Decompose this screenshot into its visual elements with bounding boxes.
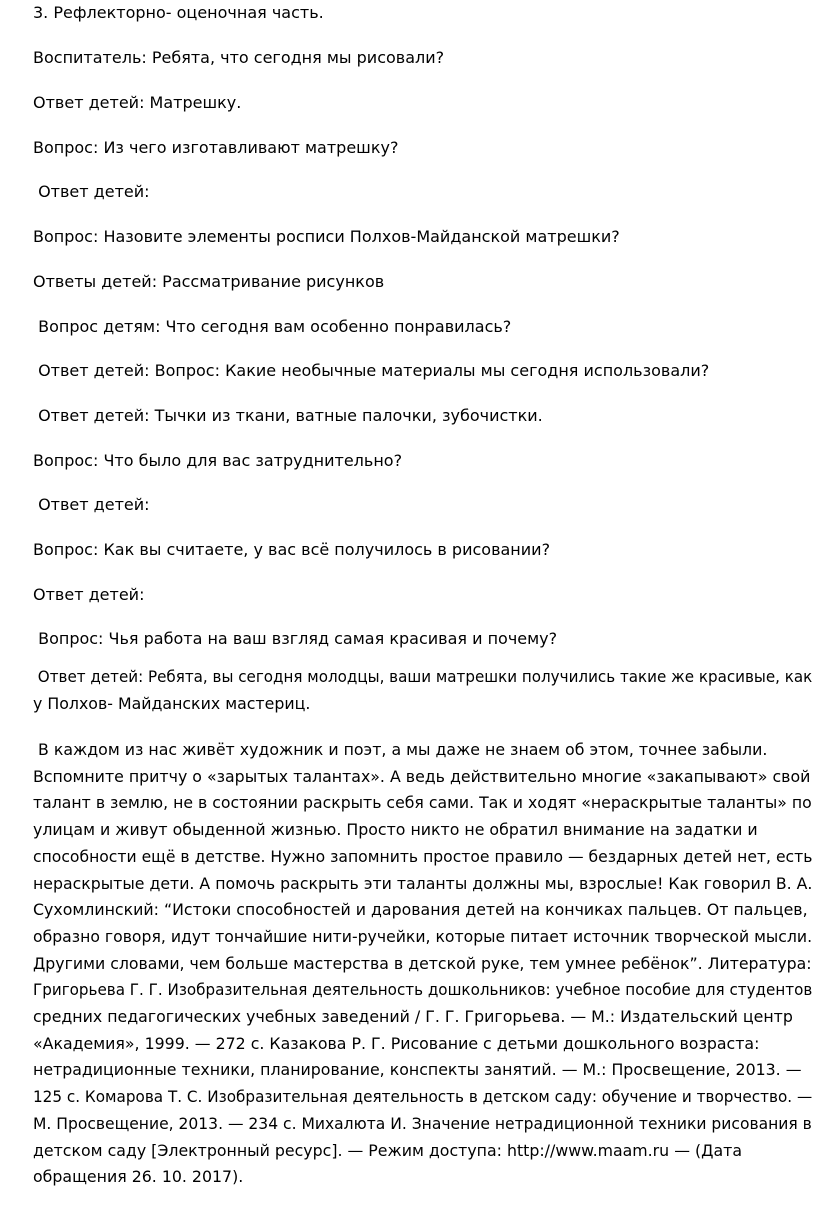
text-line: Ответ детей: xyxy=(33,495,150,514)
paragraph-line: В каждом из нас живёт художник и поэт, а мы даже не знаем об этом, точнее забыли. xyxy=(33,740,768,759)
text-line: Вопрос: Чья работа на ваш взгляд самая красивая и почему? xyxy=(33,629,558,648)
paragraph-line: нераскрытые дети. А помочь раскрыть эти таланты должны мы, взрослые! Как говорил В. А. xyxy=(33,873,813,893)
text-line: Вопрос детям: Что сегодня вам особенно понравилась? xyxy=(33,317,512,336)
answer-paragraph xyxy=(33,664,816,717)
paragraph-line: Сухомлинский: “Истоки способностей и дарования детей на кончиках пальцев. От пальцев, xyxy=(33,900,808,920)
text-line: Ответ детей: xyxy=(33,182,150,201)
paragraph-line: у Полхов- Майданских мастериц. xyxy=(33,693,311,713)
text-line: Вопрос: Из чего изготавливают матрешку? xyxy=(33,138,399,157)
paragraph-line: талант в землю, не в состоянии раскрыть себя сами. Так и ходят «нераскрытые таланты» по xyxy=(33,793,812,813)
text-line: Вопрос: Как вы считаете, у вас всё получилось в рисовании? xyxy=(33,540,551,559)
paragraph-line: способности ещё в детстве. Нужно запомнить простое правило — бездарных детей нет, есть xyxy=(33,846,813,866)
text-line: Вопрос: Назовите элементы росписи Полхов-Майданской матрешки? xyxy=(33,227,620,246)
text-line: Ответы детей: Рассматривание рисунков xyxy=(33,272,385,291)
closing-paragraph xyxy=(33,737,816,1191)
paragraph-line: нетрадиционные техники, планирование, конспекты занятий. — М.: Просвещение, 2013. — xyxy=(33,1060,802,1080)
text-line: Ответ детей: Тычки из ткани, ватные палочки, зубочистки. xyxy=(33,406,543,425)
paragraph-line: М. Просвещение, 2013. — 234 с. Михалюта И. Значение нетрадиционной техники рисования в xyxy=(33,1113,812,1133)
paragraph-line: «Академия», 1999. — 272 с. Казакова Р. Г. Рисование с детьми дошкольного возраста: xyxy=(33,1033,760,1053)
text-line: Ответ детей: Вопрос: Какие необычные материалы мы сегодня использовали? xyxy=(33,361,710,380)
text-line: Вопрос: Что было для вас затруднительно? xyxy=(33,451,403,470)
text-line: Ответ детей: Матрешку. xyxy=(33,93,242,112)
section-heading: 3. Рефлекторно- оценочная часть. xyxy=(33,3,324,22)
paragraph-line: 125 с. Комарова Т. С. Изобразительная деятельность в детском саду: обучение и творчество. — xyxy=(33,1087,813,1107)
text-line: Ответ детей: xyxy=(33,585,145,604)
text-line: Воспитатель: Ребята, что сегодня мы рисовали? xyxy=(33,48,445,67)
paragraph-line: средних педагогических учебных заведений / Г. Г. Григорьева. — М.: Издательский центр xyxy=(33,1007,793,1027)
paragraph-line: образно говоря, идут тончайшие нити-ручейки, которые питает источник творческой мысли. xyxy=(33,926,813,946)
paragraph-line: улицам и живут обыденной жизнью. Просто никто не обратил внимание на задатки и xyxy=(33,820,758,840)
paragraph-line: Вспомните притчу о «зарытых талантах». А ведь действительно многие «закапывают» свой xyxy=(33,766,811,786)
paragraph-line: Ответ детей: Ребята, вы сегодня молодцы, ваши матрешки получились такие же красивые, как xyxy=(33,667,813,686)
paragraph-line: детском саду [Электронный ресурс]. — Режим доступа: http://www.maam.ru — (Дата xyxy=(33,1140,742,1160)
paragraph-line: обращения 26. 10. 2017). xyxy=(33,1167,244,1187)
paragraph-line: Другими словами, чем больше мастерства в детской руке, тем умнее ребёнок”. Литература: xyxy=(33,953,812,973)
paragraph-line: Григорьева Г. Г. Изобразительная деятельность дошкольников: учебное пособие для студентов xyxy=(33,980,813,1000)
